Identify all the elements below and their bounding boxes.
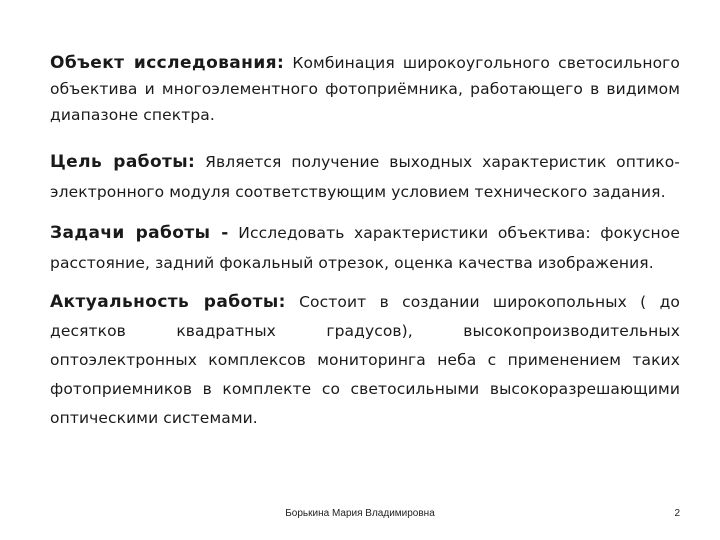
tasks-heading: Задачи работы - bbox=[50, 223, 229, 243]
research-object-section bbox=[50, 50, 680, 128]
goal-heading: Цель работы: bbox=[50, 152, 196, 172]
goal-section bbox=[50, 147, 680, 207]
footer-author: Борькина Мария Владимировна bbox=[285, 508, 435, 519]
page-number: 2 bbox=[674, 508, 680, 519]
tasks-text: Исследовать характеристики объектива: фокусное расстояние, задний фокальный отрезок, оценка качества изображения. bbox=[50, 224, 680, 272]
goal-text: Является получение выходных характеристик оптико-электронного модуля соответствующим условием технического задания. bbox=[50, 153, 680, 201]
research-object-heading: Объект исследования: bbox=[50, 53, 285, 73]
relevance-text: Состоит в создании широкопольных ( до десятков квадратных градусов), высокопроизводительных оптоэлектронных комплексов мониторинга неба с применением таких фотоприемников в комплекте со светосильными высокоразрешающими оптическими системами. bbox=[50, 293, 681, 427]
relevance-heading: Актуальность работы: bbox=[50, 292, 286, 312]
relevance-section bbox=[50, 288, 680, 433]
research-object-text: Комбинация широкоугольного светосильного объектива и многоэлементного фотоприёмника, работающего в видимом диапазоне спектра. bbox=[50, 54, 680, 124]
tasks-section bbox=[50, 218, 680, 278]
